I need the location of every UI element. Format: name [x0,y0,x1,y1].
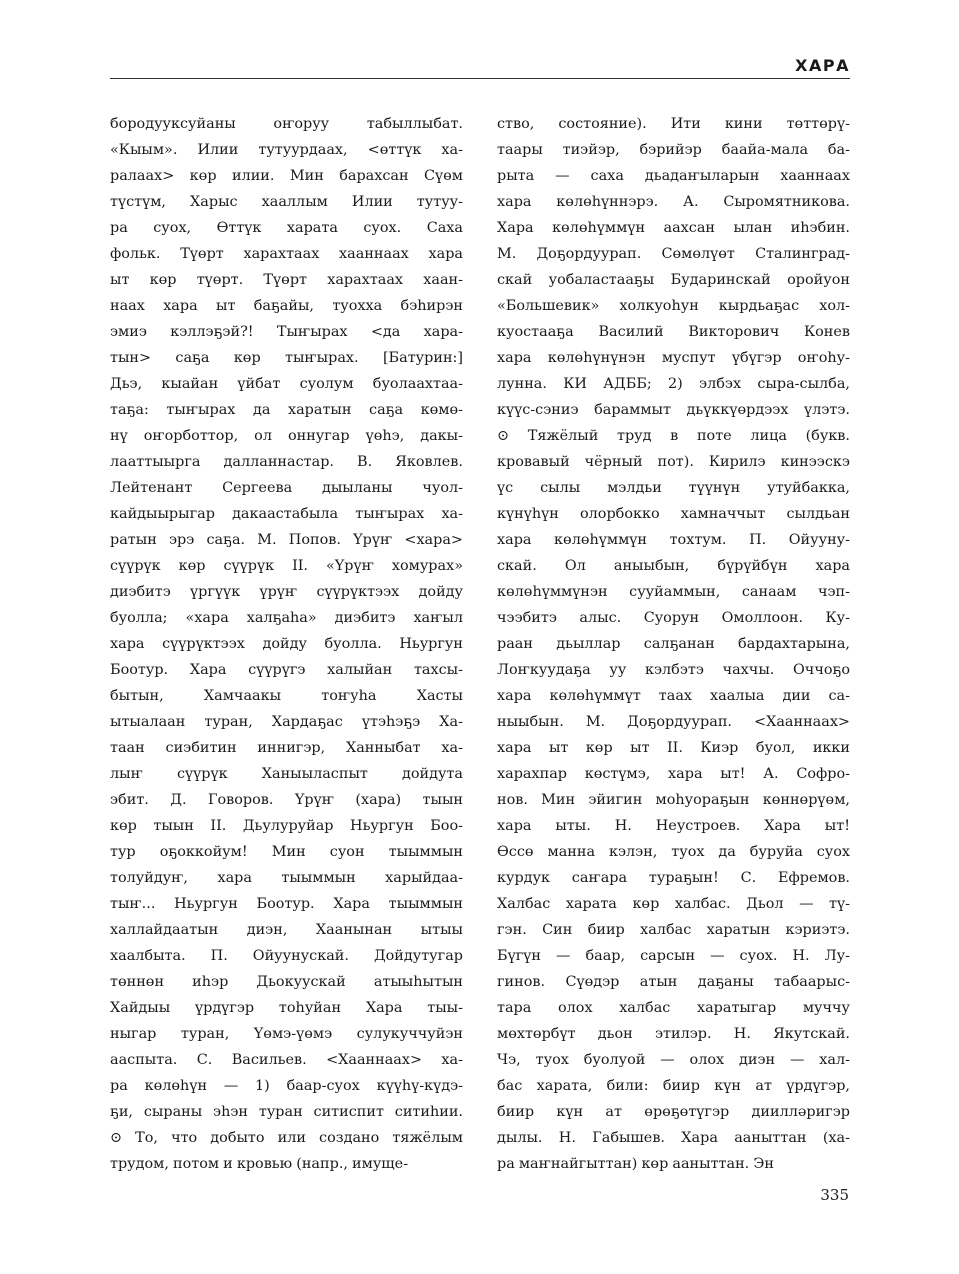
text-line: ра суох, Өттүк харата суох. Саха [110,220,463,236]
text-line: тын> саҕа көр тыҥырах. [Батурин:] [110,350,463,366]
text-line: скай уобаластааҕы Бударинскай оройуон [497,272,850,288]
text-line: скай. Ол аныыбын, бүрүйбүн хара [497,558,850,574]
left-column [110,111,463,1177]
text-line: эбит. Д. Говоров. Үрүҥ (хара) тыын [110,792,463,808]
text-line: хара көлөһүннэрэ. А. Сыромятникова. [497,194,850,210]
text-line: лааттыырга далланнастар. В. Яковлев. [110,454,463,470]
text-line: Лейтенант Сергеева дыыланы чуол- [110,480,463,496]
text-line: дылы. Н. Габышев. Хара ааныттан (ха- [497,1130,850,1146]
text-line: үс сылы мэлдьи түүнүн утуйбакка, [497,480,850,496]
text-line: ратын эрэ саҕа. М. Попов. Үрүҥ <хара> [110,532,463,548]
text-line: Дьэ, кыайан үйбат суолум буолаахтаа- [110,376,463,392]
text-line: кайдыырыгар дакаастабыла тыҥырах ха- [110,506,463,522]
text-line: мөхтөрбүт дьон этилэр. Н. Якутскай. [497,1026,850,1042]
text-line: көлөһүммүнэн сууйаммын, санаам чэп- [497,584,850,600]
text-line: тур оҕоккойум! Мин суон тыыммын [110,844,463,860]
text-line: таары тиэйэр, бэрийэр баайа-мала ба- [497,142,850,158]
text-line: раан дьыллар салҕанан бардахтарына, [497,636,850,652]
header-rule [110,78,850,79]
text-line: ра маҥнайгыттан) көр ааныттан. Эн [497,1156,774,1172]
text-line: төннөн иһэр Дьокуускай атыыһытын [110,974,463,990]
text-line: рыта — саха дьадаҥыларын хааннаах [497,168,850,184]
text-line: күүс-сэниэ бараммыт дьүккүөрдээх үлэтэ. [497,402,850,418]
text-line: куостааҕа Василий Викторович Конев [497,324,850,340]
text-line: диэбитэ үргүүк үрүҥ сүүрүктээх дойду [110,584,463,600]
text-line: Бүгүн — баар, сарсын — суох. Н. Лу- [497,948,850,964]
text-line: хаалбыта. П. Ойуунускай. Дойдутугар [110,948,463,964]
text-line: түстүм, Харыс хааллым Илии тутуу- [110,194,463,210]
text-line: хара сүүрүктээх дойду буолла. Ньургун [110,636,463,652]
text-line: таан сиэбитин иннигэр, Ханныбат ха- [110,740,463,756]
text-line: курдук саҥара тураҕын! С. Ефремов. [497,870,850,886]
text-line: Халбас харата көр халбас. Дьол — тү- [497,896,850,912]
text-line: харахпар көстүмэ, хара ыт! А. Софро- [497,766,850,782]
text-line: тыҥ... Ньургун Боотур. Хара тыыммын [110,896,463,912]
text-line: ныгар туран, Үөмэ-үөмэ сулукуччуйэн [110,1026,463,1042]
text-line: Лоҥкуудаҕа уу кэлбэтэ чахчы. Оччоҕо [497,662,850,678]
text-line: гинов. Сүөдэр атын даҕаны табаарыс- [497,974,850,990]
text-line: фольк. Түөрт харахтаах хааннаах хара [110,246,463,262]
text-line: Чэ, туох буолуой — олох диэн — хал- [497,1052,850,1068]
text-line: ралаах> көр илии. Мин барахсан Сүөм [110,168,463,184]
text-line: буолла; «хара халҕаһа» диэбитэ хаҥыл [110,610,463,626]
text-line: лыҥ сүүрүк Ханыыласпыт дойдута [110,766,463,782]
text-line: Өссө манна кэлэн, туох да буруйа суох [497,844,850,860]
text-line: ⊙ Тяжёлый труд в поте лица (букв. [497,428,850,444]
text-line: эмиэ кэллэҕэй?! Тыҥырах <да хара- [110,324,463,340]
text-line: наах хара ыт баҕайы, туохха бэһирэн [110,298,463,314]
text-line: бас харата, били: биир күн ат үрдүгэр, [497,1078,850,1094]
text-line: Хара көлөһүммүн аахсан ылан иhэбин. [497,220,850,236]
text-line: толуйдуҥ, хара тыыммын харыйдаа- [110,870,463,886]
text-line: халлайдаатын диэн, Хаанынан ытыы [110,922,463,938]
text-line: ра көлөһүн — 1) баар-суох күүһү-күдэ- [110,1078,463,1094]
text-line: кровавый чёрный пот). Кирилэ кинээскэ [497,454,850,470]
text-line: ааспыта. С. Васильев. <Хааннаах> ха- [110,1052,463,1068]
text-line: трудом, потом и кровью (напр., имуще- [110,1156,409,1172]
text-line: хара көлөһүнүнэн муспут үбүгэр оҥоһу- [497,350,850,366]
text-line: көр тыын II. Дьулуруйар Ньургун Боо- [110,818,463,834]
text-line: күнүһүн олорбокко хамначчыт сылдьан [497,506,850,522]
text-line: Боотур. Хара сүүрүгэ халыйан тахсы- [110,662,463,678]
page-number: 335 [820,1186,849,1204]
text-line: таҕа: тыҥырах да харатын саҕа көмө- [110,402,463,418]
running-header [110,50,850,80]
text-line: тара олох халбас харатыгар муччу [497,1000,850,1016]
text-line: ⊙ То, что добыто или создано тяжёлым [110,1130,463,1146]
right-column [497,111,850,1177]
text-line: ыт көр түөрт. Түөрт харахтаах хаан- [110,272,463,288]
text-line: нов. Мин эйигин моһуораҕын көннөрүөм, [497,792,850,808]
text-line: хара ыт көр ыт II. Киэр буол, икки [497,740,850,756]
text-line: биир күн ат өрөҕөтүгэр диилләригэр [497,1104,850,1120]
text-line: гэн. Син биир халбас харатын кэриэтэ. [497,922,850,938]
text-line: бытын, Хамчаакы тоҥуһа Хасты [110,688,463,704]
text-line: М. Доҕордуурап. Сөмөлүөт Сталинград- [497,246,850,262]
text-line: ҕи, сыраны эһэн туран ситиспит ситиһии. [110,1104,463,1120]
text-line: лунна. КИ АДББ; 2) элбэх сыра-сылба, [497,376,850,392]
running-headword: ХАРА [795,56,850,75]
text-line: хара көлөһүммүт таах хаалыа дии са- [497,688,850,704]
text-line: ытыалаан туран, Хардаҕас үтэһэҕэ Ха- [110,714,463,730]
text-line: нү оҥорботтор, ол оннугар үөhэ, дакы- [110,428,463,444]
text-line: сүүрүк көр сүүрүк II. «Үрүҥ хомурах» [110,558,463,574]
text-line: «Большевик» холкуоһун кырдьаҕас хол- [497,298,850,314]
text-line: Хайдыы үрдүгэр тоһуйан Хара тыы- [110,1000,463,1016]
text-line: чээбитэ алыс. Суорун Омоллоон. Ку- [497,610,850,626]
text-line: «Кыым». Илии тутуурдаах, <өттүк ха- [110,142,463,158]
text-line: ныыбын. М. Доҕордуурап. <Хааннаах> [497,714,850,730]
text-line: хара көлөһүммүн тохтум. П. Ойууну- [497,532,850,548]
text-line: ство, состояние). Ити кини төттөрү- [497,116,850,132]
text-line: хара ыты. Н. Неустроев. Хара ыт! [497,818,850,834]
text-line: бородууксуйаны оҥоруу табыллыбат. [110,116,463,132]
